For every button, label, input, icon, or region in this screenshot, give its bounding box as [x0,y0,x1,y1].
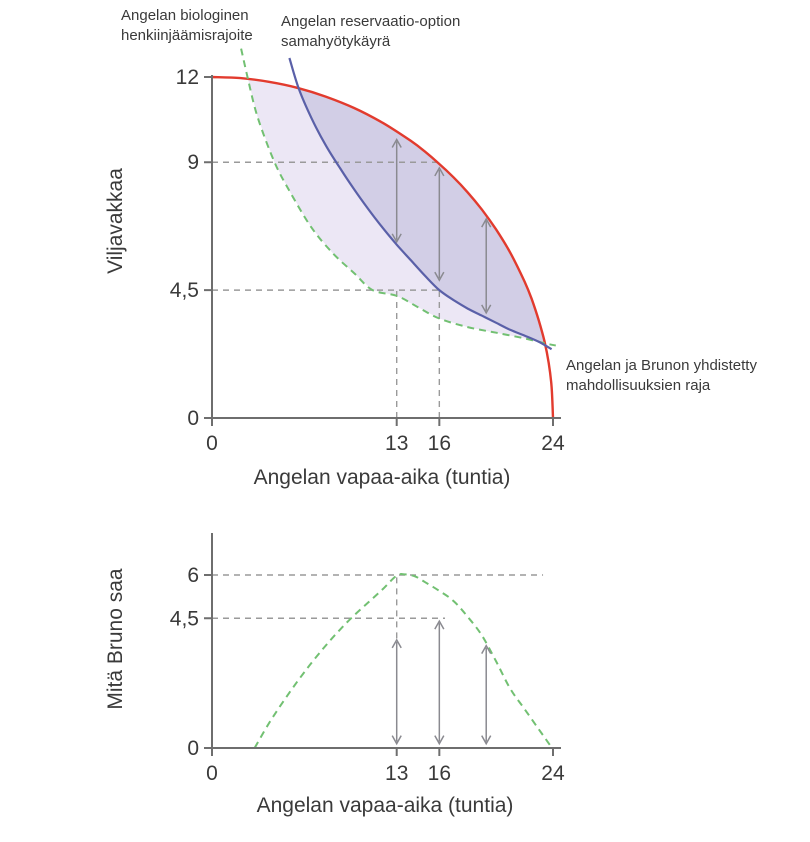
x-tick-label: 0 [206,762,218,785]
annotation-line: Angelan reservaatio-option [281,13,461,30]
annotation-line: Angelan biologinen [121,7,249,24]
x-tick-label: 16 [427,432,452,455]
annotation-survival-constraint [121,6,283,45]
y-tick-label: 9 [187,151,199,175]
transfer-arrow [482,646,491,744]
x-tick-label: 16 [427,762,452,785]
annotation-line: Angelan ja Brunon yhdistetty [566,357,757,374]
y-tick-label: 0 [187,407,199,430]
y-tick-label: 4,5 [169,607,199,631]
annotation-line: mahdollisuuksien raja [566,376,711,394]
x-tick-label: 13 [385,762,409,785]
transfer-arrow [435,621,444,744]
curve-bruno [255,574,552,748]
top-y-axis-label: Viljavakkaa [104,168,127,274]
top-x-axis-label: Angelan vapaa-aika (tuntia) [253,466,511,489]
bottom-y-axis-label: Mitä Bruno saa [104,568,127,710]
y-tick-label: 6 [187,564,199,588]
annotation-line: henkiinjäämisrajoite [121,26,253,44]
bottom-x-axis-label: Angelan vapaa-aika (tuntia) [256,794,514,817]
annotation-combined-frontier [566,356,810,395]
y-tick-label: 12 [175,65,199,89]
panel-bottom [170,533,565,785]
panel-top [170,49,565,455]
x-tick-label: 24 [541,762,565,785]
y-tick-label: 0 [187,737,199,760]
x-tick-label: 0 [206,432,218,455]
y-tick-label: 4,5 [169,279,199,303]
annotation-line: samahyötykäyrä [281,32,391,50]
x-tick-label: 13 [385,432,409,455]
x-tick-label: 24 [541,432,565,455]
annotation-reservation-indifference-curve [281,12,501,51]
transfer-arrow [392,640,401,744]
